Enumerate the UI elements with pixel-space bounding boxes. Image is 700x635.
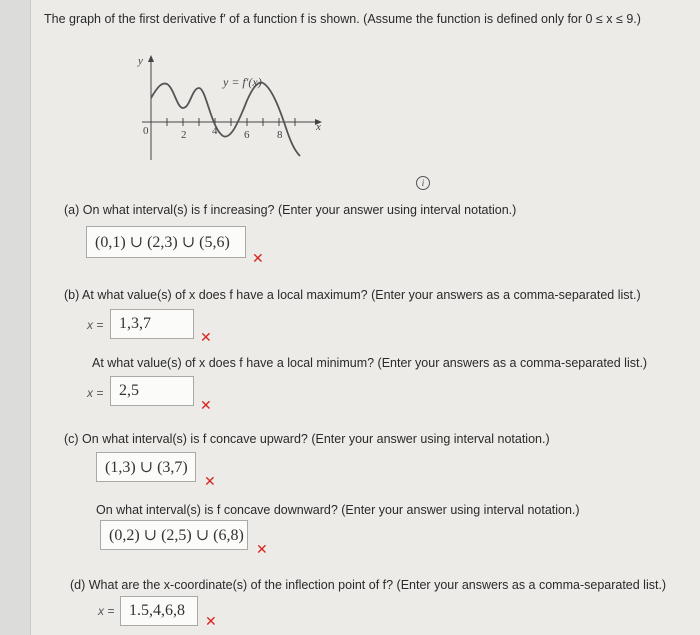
- part-a-prompt: (a) On what interval(s) is f increasing? (Enter your answer using interval notation.): [64, 203, 517, 217]
- derivative-graph: [120, 50, 330, 165]
- part-a-answer-text: (0,1) ∪ (2,3) ∪ (5,6): [95, 234, 230, 251]
- derivative-curve: [151, 83, 300, 156]
- part-b-min-prompt: At what value(s) of x does f have a local minimum? (Enter your answers as a comma-separated list.): [92, 356, 648, 370]
- part-c-up-answer-text: (1,3) ∪ (3,7): [105, 459, 188, 476]
- tick-label-0: 0: [143, 125, 149, 137]
- part-a-wrong-icon: ✕: [252, 251, 264, 267]
- part-b-max-prompt: (b) At what value(s) of x does f have a local maximum? (Enter your answers as a comma-separated list.): [64, 288, 641, 302]
- tick-label-8: 8: [277, 129, 283, 141]
- y-axis-arrow: [148, 55, 154, 62]
- part-d-wrong-icon: ✕: [205, 614, 217, 630]
- tick-label-4: 4: [212, 125, 218, 137]
- tick-label-6: 6: [244, 129, 250, 141]
- part-b-min-answer-text: 2,5: [119, 382, 139, 399]
- part-d-x-label: x =: [98, 604, 115, 618]
- part-d-prompt: (d) What are the x-coordinate(s) of the inflection point of f? (Enter your answers as a comma-separated list.): [70, 578, 667, 592]
- x-axis-label: x: [316, 121, 321, 133]
- part-c-up-wrong-icon: ✕: [204, 474, 216, 490]
- part-b-max-answer-input[interactable]: [110, 309, 194, 339]
- part-c-down-answer-input[interactable]: [100, 520, 248, 550]
- question-intro: The graph of the first derivative f′ of a function f is shown. (Assume the function is defined only for 0 ≤ x ≤ 9.): [44, 12, 641, 26]
- part-d-answer-text: 1.5,4,6,8: [129, 602, 185, 619]
- part-b-max-wrong-icon: ✕: [200, 330, 212, 346]
- part-c-down-wrong-icon: ✕: [256, 542, 268, 558]
- part-d-answer-input[interactable]: [120, 596, 198, 626]
- part-b-max-answer-text: 1,3,7: [119, 315, 151, 332]
- part-c-down-answer-text: (0,2) ∪ (2,5) ∪ (6,8): [109, 527, 244, 544]
- info-icon[interactable]: i: [416, 176, 430, 190]
- part-a-answer-input[interactable]: [86, 226, 246, 258]
- part-c-down-prompt: On what interval(s) is f concave downward? (Enter your answer using interval notation.): [96, 503, 580, 517]
- curve-label: y = f′(x): [223, 75, 262, 89]
- tick-label-2: 2: [181, 129, 187, 141]
- part-b-min-x-label: x =: [87, 386, 104, 400]
- part-c-up-answer-input[interactable]: [96, 452, 196, 482]
- part-b-min-answer-input[interactable]: [110, 376, 194, 406]
- part-b-min-wrong-icon: ✕: [200, 398, 212, 414]
- y-axis-label: y: [138, 55, 143, 67]
- part-c-up-prompt: (c) On what interval(s) is f concave upward? (Enter your answer using interval notation.): [64, 432, 550, 446]
- part-b-max-x-label: x =: [87, 318, 104, 332]
